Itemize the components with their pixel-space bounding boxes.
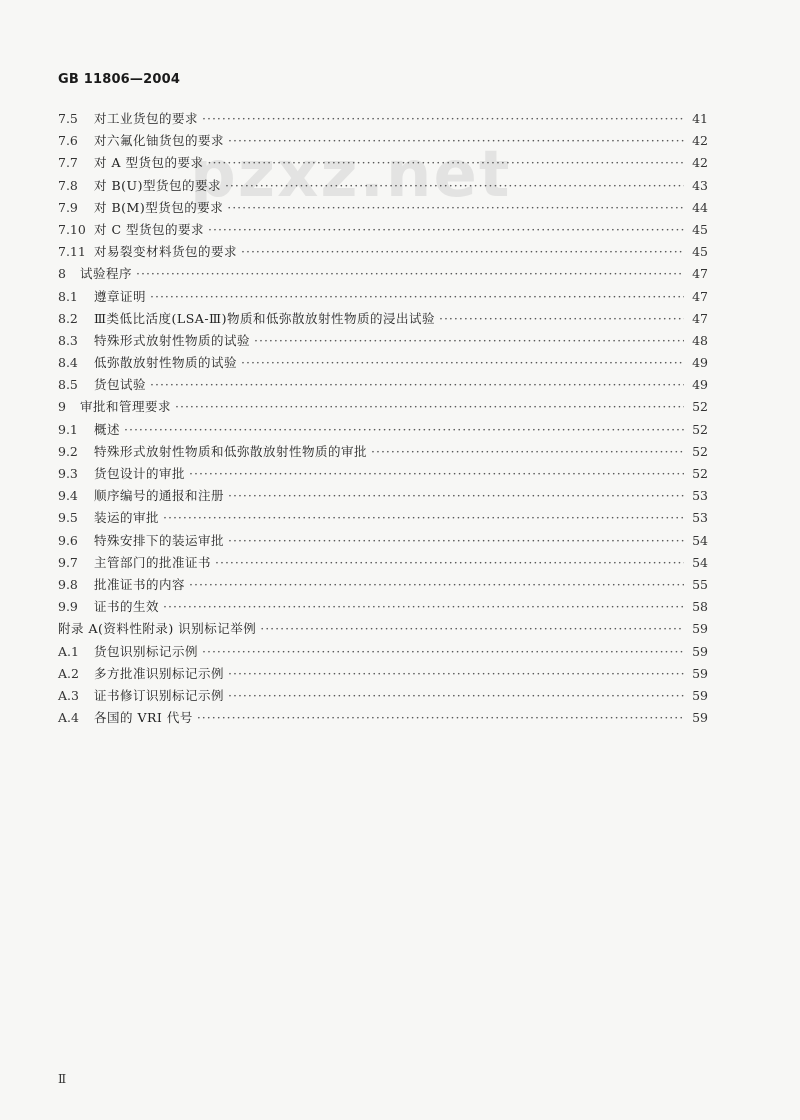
toc-entry-title: 货包试验 (94, 377, 147, 393)
toc-entry-page: 59 (692, 710, 708, 726)
toc-entry[interactable] (58, 663, 708, 685)
toc-entry-title: 证书修订识别标记示例 (94, 687, 225, 703)
toc-entry-number: 9.6 (58, 532, 78, 548)
toc-entry[interactable] (58, 552, 708, 574)
toc-entry-page: 55 (692, 576, 708, 592)
toc-entry-title: 顺序编号的通报和注册 (94, 488, 225, 504)
toc-entry-number: A.3 (58, 687, 79, 703)
toc-leader-dots (202, 641, 684, 663)
toc-entry-page: 52 (692, 466, 708, 481)
standard-code-header: GB 11806—2004 (58, 72, 181, 87)
toc-entry[interactable] (58, 197, 708, 219)
toc-entry-page: 49 (692, 377, 708, 393)
toc-entry[interactable] (58, 286, 708, 308)
toc-entry-title: 货包识别标记示例 (94, 643, 199, 659)
toc-entry-page: 47 (692, 310, 708, 326)
toc-entry-page: 43 (692, 177, 708, 193)
toc-entry-page: 59 (692, 643, 708, 659)
toc-entry[interactable] (58, 574, 708, 596)
toc-entry[interactable] (58, 485, 708, 507)
toc-entry-title: 各国的 VRI 代号 (94, 710, 193, 726)
toc-leader-dots (189, 574, 684, 596)
toc-entry-title: 特殊形式放射性物质和低弥散放射性物质的审批 (94, 443, 368, 459)
toc-entry-number: 7.11 (58, 244, 86, 260)
toc-entry-title: 对 C 型货包的要求 (94, 221, 205, 237)
toc-entry-title: 对 B(U)型货包的要求 (94, 177, 221, 193)
toc-leader-dots (124, 419, 684, 441)
toc-entry[interactable] (58, 130, 708, 152)
toc-entry-title: 多方批准识别标记示例 (94, 665, 225, 681)
toc-entry-title: 批准证书的内容 (94, 576, 186, 592)
toc-entry[interactable] (58, 441, 708, 463)
toc-entry-title: 特殊形式放射性物质的试验 (94, 332, 251, 348)
toc-entry-page: 41 (692, 111, 708, 126)
toc-leader-dots (150, 286, 684, 308)
toc-entry-number: 9 (58, 399, 66, 415)
toc-entry-title: 特殊安排下的装运审批 (94, 532, 225, 548)
toc-entry[interactable] (58, 175, 708, 197)
table-of-contents (58, 108, 708, 729)
toc-leader-dots (208, 219, 684, 241)
toc-entry-title: 概述 (94, 421, 121, 437)
toc-entry-number: 7.10 (58, 221, 86, 237)
toc-entry-title: 对 A 型货包的要求 (94, 155, 204, 171)
toc-entry[interactable] (58, 241, 708, 263)
toc-entry-number: 8.2 (58, 310, 78, 326)
toc-leader-dots (136, 263, 684, 285)
toc-leader-dots (228, 685, 684, 707)
toc-leader-dots (202, 108, 684, 130)
page-number: Ⅱ (58, 1072, 67, 1086)
toc-entry-title: 主管部门的批准证书 (94, 554, 212, 570)
toc-entry-page: 47 (692, 266, 708, 282)
toc-leader-dots (371, 441, 684, 463)
toc-entry-number: 9.2 (58, 443, 78, 459)
toc-entry-page: 49 (692, 355, 708, 371)
toc-entry-title: 证书的生效 (94, 599, 160, 615)
toc-entry-number: 8.4 (58, 355, 78, 371)
toc-entry-number: 8.5 (58, 377, 78, 393)
toc-entry-number: 9.4 (58, 488, 78, 504)
toc-leader-dots (439, 308, 684, 330)
toc-entry[interactable] (58, 219, 708, 241)
toc-entry-page: 53 (692, 510, 708, 526)
toc-entry-number: A.2 (58, 665, 79, 681)
toc-entry[interactable] (58, 618, 708, 640)
toc-entry-number: 7.6 (58, 133, 78, 149)
toc-entry-number: 9.9 (58, 599, 78, 615)
watermark: pzxz.net (190, 138, 512, 212)
toc-entry[interactable] (58, 152, 708, 174)
toc-leader-dots (227, 197, 684, 219)
toc-entry-title: 低弥散放射性物质的试验 (94, 355, 238, 371)
toc-entry-number: 7.9 (58, 199, 78, 215)
toc-entry[interactable] (58, 507, 708, 529)
toc-entry-title: 附录 A(资料性附录) 识别标记举例 (58, 621, 257, 637)
toc-entry-number: A.1 (58, 643, 79, 659)
toc-entry-page: 59 (692, 621, 708, 637)
toc-entry[interactable] (58, 596, 708, 618)
toc-leader-dots (228, 485, 684, 507)
toc-entry-page: 52 (692, 399, 708, 415)
toc-entry-title: 对 B(M)型货包的要求 (94, 199, 224, 215)
toc-leader-dots (163, 596, 684, 618)
toc-entry-page: 59 (692, 687, 708, 703)
toc-entry-number: 7.7 (58, 155, 78, 171)
toc-entry-title: 对六氟化铀货包的要求 (94, 133, 225, 149)
toc-entry-number: 7.8 (58, 177, 78, 193)
toc-entry-page: 44 (692, 199, 708, 215)
toc-leader-dots (228, 530, 684, 552)
toc-leader-dots (254, 330, 684, 352)
toc-entry-page: 52 (692, 421, 708, 437)
toc-leader-dots (241, 241, 684, 263)
toc-entry-title: 对易裂变材料货包的要求 (94, 244, 238, 260)
toc-leader-dots (175, 396, 684, 418)
toc-entry-page: 42 (692, 133, 708, 149)
toc-entry-page: 48 (692, 332, 708, 348)
toc-entry-title: 装运的审批 (94, 510, 160, 526)
toc-entry-page: 54 (692, 554, 708, 570)
toc-leader-dots (228, 130, 684, 152)
toc-entry[interactable] (58, 308, 708, 330)
toc-entry-page: 45 (692, 221, 708, 237)
toc-entry-page: 58 (692, 599, 708, 615)
toc-leader-dots (215, 552, 684, 574)
toc-entry-number: 9.8 (58, 576, 78, 592)
toc-entry-page: 45 (692, 244, 708, 260)
toc-entry[interactable] (58, 374, 708, 396)
toc-leader-dots (241, 352, 684, 374)
toc-leader-dots (260, 618, 684, 640)
toc-leader-dots (150, 374, 684, 396)
toc-entry[interactable] (58, 263, 708, 285)
toc-entry[interactable] (58, 330, 708, 352)
toc-leader-dots (228, 663, 684, 685)
toc-entry[interactable] (58, 108, 708, 130)
toc-entry-page: 47 (692, 288, 708, 304)
toc-entry-title: 货包设计的审批 (94, 466, 186, 481)
toc-entry-title: 审批和管理要求 (80, 399, 172, 415)
toc-leader-dots (207, 152, 684, 174)
toc-entry[interactable] (58, 530, 708, 552)
toc-entry-number: 9.1 (58, 421, 78, 437)
toc-entry-number: 8.1 (58, 288, 78, 304)
toc-leader-dots (225, 175, 684, 197)
toc-entry-number: 9.3 (58, 466, 78, 481)
toc-leader-dots (197, 707, 684, 729)
toc-entry-title: 试验程序 (80, 266, 133, 282)
toc-entry[interactable] (58, 352, 708, 374)
toc-entry-number: 8.3 (58, 332, 78, 348)
toc-entry[interactable] (58, 641, 708, 663)
toc-entry[interactable] (58, 707, 708, 729)
toc-entry-page: 53 (692, 488, 708, 504)
toc-entry-number: 9.5 (58, 510, 78, 526)
toc-entry-page: 52 (692, 443, 708, 459)
toc-leader-dots (189, 463, 684, 485)
toc-entry[interactable] (58, 463, 708, 485)
toc-entry-number: 7.5 (58, 111, 78, 126)
toc-entry-title: 对工业货包的要求 (94, 111, 199, 126)
toc-entry-page: 59 (692, 665, 708, 681)
toc-entry-title: Ⅲ类低比活度(LSA-Ⅲ)物质和低弥散放射性物质的浸出试验 (94, 310, 435, 326)
toc-entry-page: 42 (692, 155, 708, 171)
toc-entry[interactable] (58, 685, 708, 707)
toc-entry-title: 遵章证明 (94, 288, 147, 304)
toc-leader-dots (163, 507, 684, 529)
toc-entry-number: A.4 (58, 710, 79, 726)
toc-entry-number: 8 (58, 266, 66, 282)
toc-entry-page: 54 (692, 532, 708, 548)
toc-entry[interactable] (58, 419, 708, 441)
toc-entry-number: 9.7 (58, 554, 78, 570)
toc-entry[interactable] (58, 396, 708, 418)
